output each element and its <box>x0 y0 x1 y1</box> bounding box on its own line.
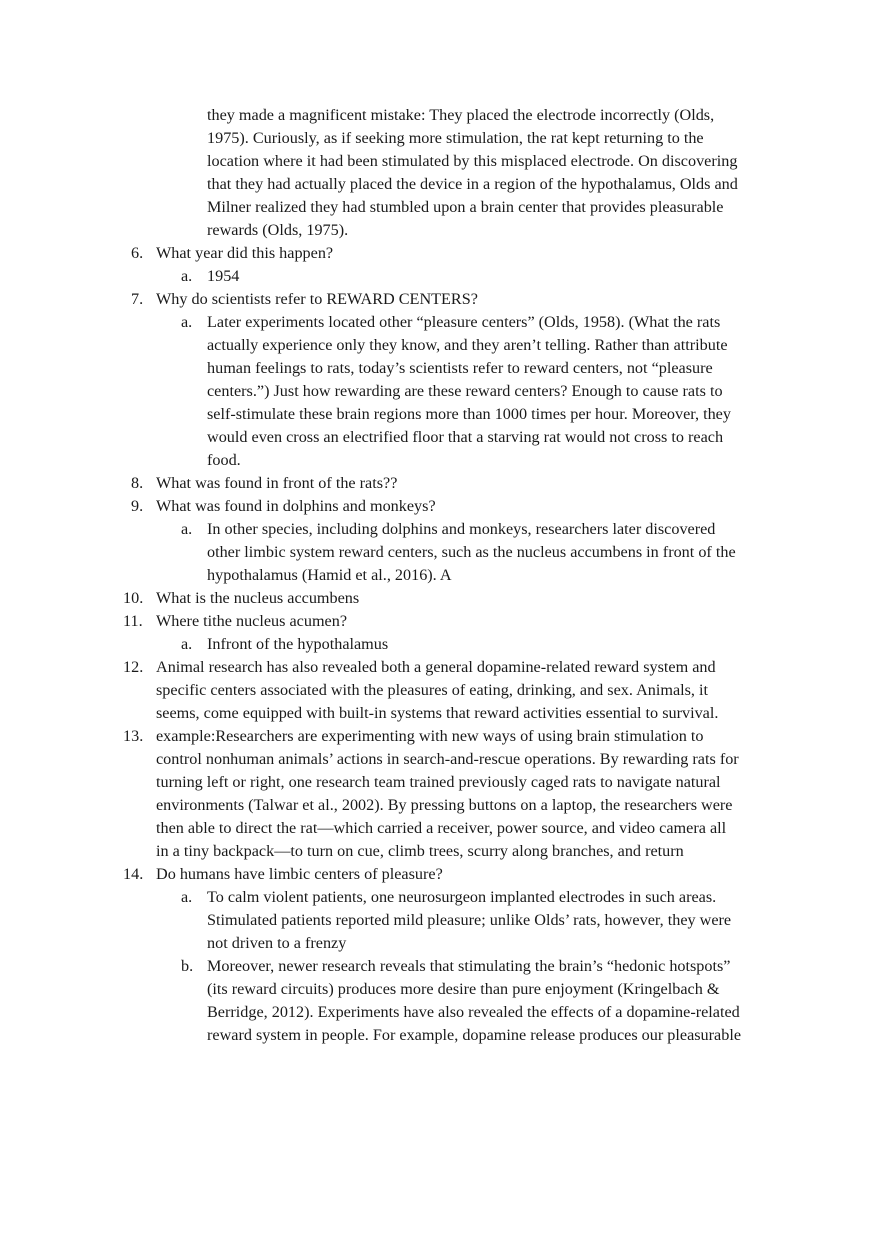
list-number: 8. <box>131 474 144 492</box>
text-line: (its reward circuits) produces more desire than pure enjoyment (Kringelbach & <box>207 980 720 998</box>
text-line: they made a magnificent mistake: They placed the electrode incorrectly (Olds, <box>207 106 715 124</box>
text-line: not driven to a frenzy <box>207 934 347 952</box>
sub-list-letter: a. <box>181 267 193 285</box>
text-line: other limbic system reward centers, such as the nucleus accumbens in front of the <box>207 543 736 561</box>
text-line: Berridge, 2012). Experiments have also revealed the effects of a dopamine-related <box>207 1003 740 1021</box>
list-item-question: Where tithe nucleus acumen? <box>156 612 348 630</box>
text-line: 1975). Curiously, as if seeking more stimulation, the rat kept returning to the <box>207 129 704 147</box>
text-line: control nonhuman animals’ actions in search-and-rescue operations. By rewarding rats for <box>156 750 739 768</box>
text-line: human feelings to rats, today’s scientists refer to reward centers, not “pleasure <box>207 359 713 377</box>
list-item-question: Why do scientists refer to REWARD CENTERS? <box>156 290 478 308</box>
list-item-question: Do humans have limbic centers of pleasure? <box>156 865 443 883</box>
text-line: location where it had been stimulated by this misplaced electrode. On discovering <box>207 152 738 170</box>
list-item-question: What was found in dolphins and monkeys? <box>156 497 436 515</box>
sub-list-letter: a. <box>181 635 193 653</box>
text-line: specific centers associated with the pleasures of eating, drinking, and sex. Animals, it <box>156 681 709 699</box>
sub-list-item: Moreover, newer research reveals that stimulating the brain’s “hedonic hotspots” <box>207 957 731 975</box>
text-line: environments (Talwar et al., 2002). By pressing buttons on a laptop, the researchers were <box>156 796 733 814</box>
list-item-text: Animal research has also revealed both a general dopamine-related reward system and <box>156 658 716 676</box>
list-number: 13. <box>123 727 144 745</box>
sub-list-letter: a. <box>181 313 193 331</box>
text-line: Stimulated patients reported mild pleasure; unlike Olds’ rats, however, they were <box>207 911 732 929</box>
list-number: 7. <box>131 290 144 308</box>
list-item-text: example:Researchers are experimenting with new ways of using brain stimulation to <box>156 727 704 745</box>
sub-list-item: In other species, including dolphins and monkeys, researchers later discovered <box>207 520 716 538</box>
list-item-question: What was found in front of the rats?? <box>156 474 398 492</box>
sub-list-item: Later experiments located other “pleasure centers” (Olds, 1958). (What the rats <box>207 313 721 331</box>
text-line: turning left or right, one research team trained previously caged rats to navigate natural <box>156 773 721 791</box>
sub-list-letter: a. <box>181 520 193 538</box>
sub-list-letter: a. <box>181 888 193 906</box>
list-number: 10. <box>123 589 144 607</box>
text-line: would even cross an electrified floor that a starving rat would not cross to reach <box>207 428 724 446</box>
text-line: seems, come equipped with built-in systems that reward activities essential to survival. <box>156 704 719 722</box>
text-line: hypothalamus (Hamid et al., 2016). A <box>207 566 452 584</box>
text-line: Milner realized they had stumbled upon a brain center that provides pleasurable <box>207 198 724 216</box>
list-item-question: What year did this happen? <box>156 244 334 262</box>
sub-list-item: To calm violent patients, one neurosurgeon implanted electrodes in such areas. <box>207 888 717 906</box>
list-number: 9. <box>131 497 144 515</box>
text-line: actually experience only they know, and they aren’t telling. Rather than attribute <box>207 336 728 354</box>
list-number: 6. <box>131 244 144 262</box>
list-number: 14. <box>123 865 144 883</box>
text-line: reward system in people. For example, dopamine release produces our pleasurable <box>207 1026 741 1044</box>
text-line: in a tiny backpack—to turn on cue, climb trees, scurry along branches, and return <box>156 842 684 860</box>
sub-list-item: Infront of the hypothalamus <box>207 635 389 653</box>
text-line: that they had actually placed the device in a region of the hypothalamus, Olds and <box>207 175 738 193</box>
sub-list-letter: b. <box>181 957 194 975</box>
list-number: 12. <box>123 658 144 676</box>
list-number: 11. <box>123 612 143 630</box>
text-line: then able to direct the rat—which carried a receiver, power source, and video camera all <box>156 819 727 837</box>
text-line: centers.”) Just how rewarding are these reward centers? Enough to cause rats to <box>207 382 723 400</box>
sub-list-item: 1954 <box>207 267 240 285</box>
text-line: self-stimulate these brain regions more than 1000 times per hour. Moreover, they <box>207 405 731 423</box>
text-line: rewards (Olds, 1975). <box>207 221 349 239</box>
text-line: food. <box>207 451 241 469</box>
list-item-question: What is the nucleus accumbens <box>156 589 360 607</box>
